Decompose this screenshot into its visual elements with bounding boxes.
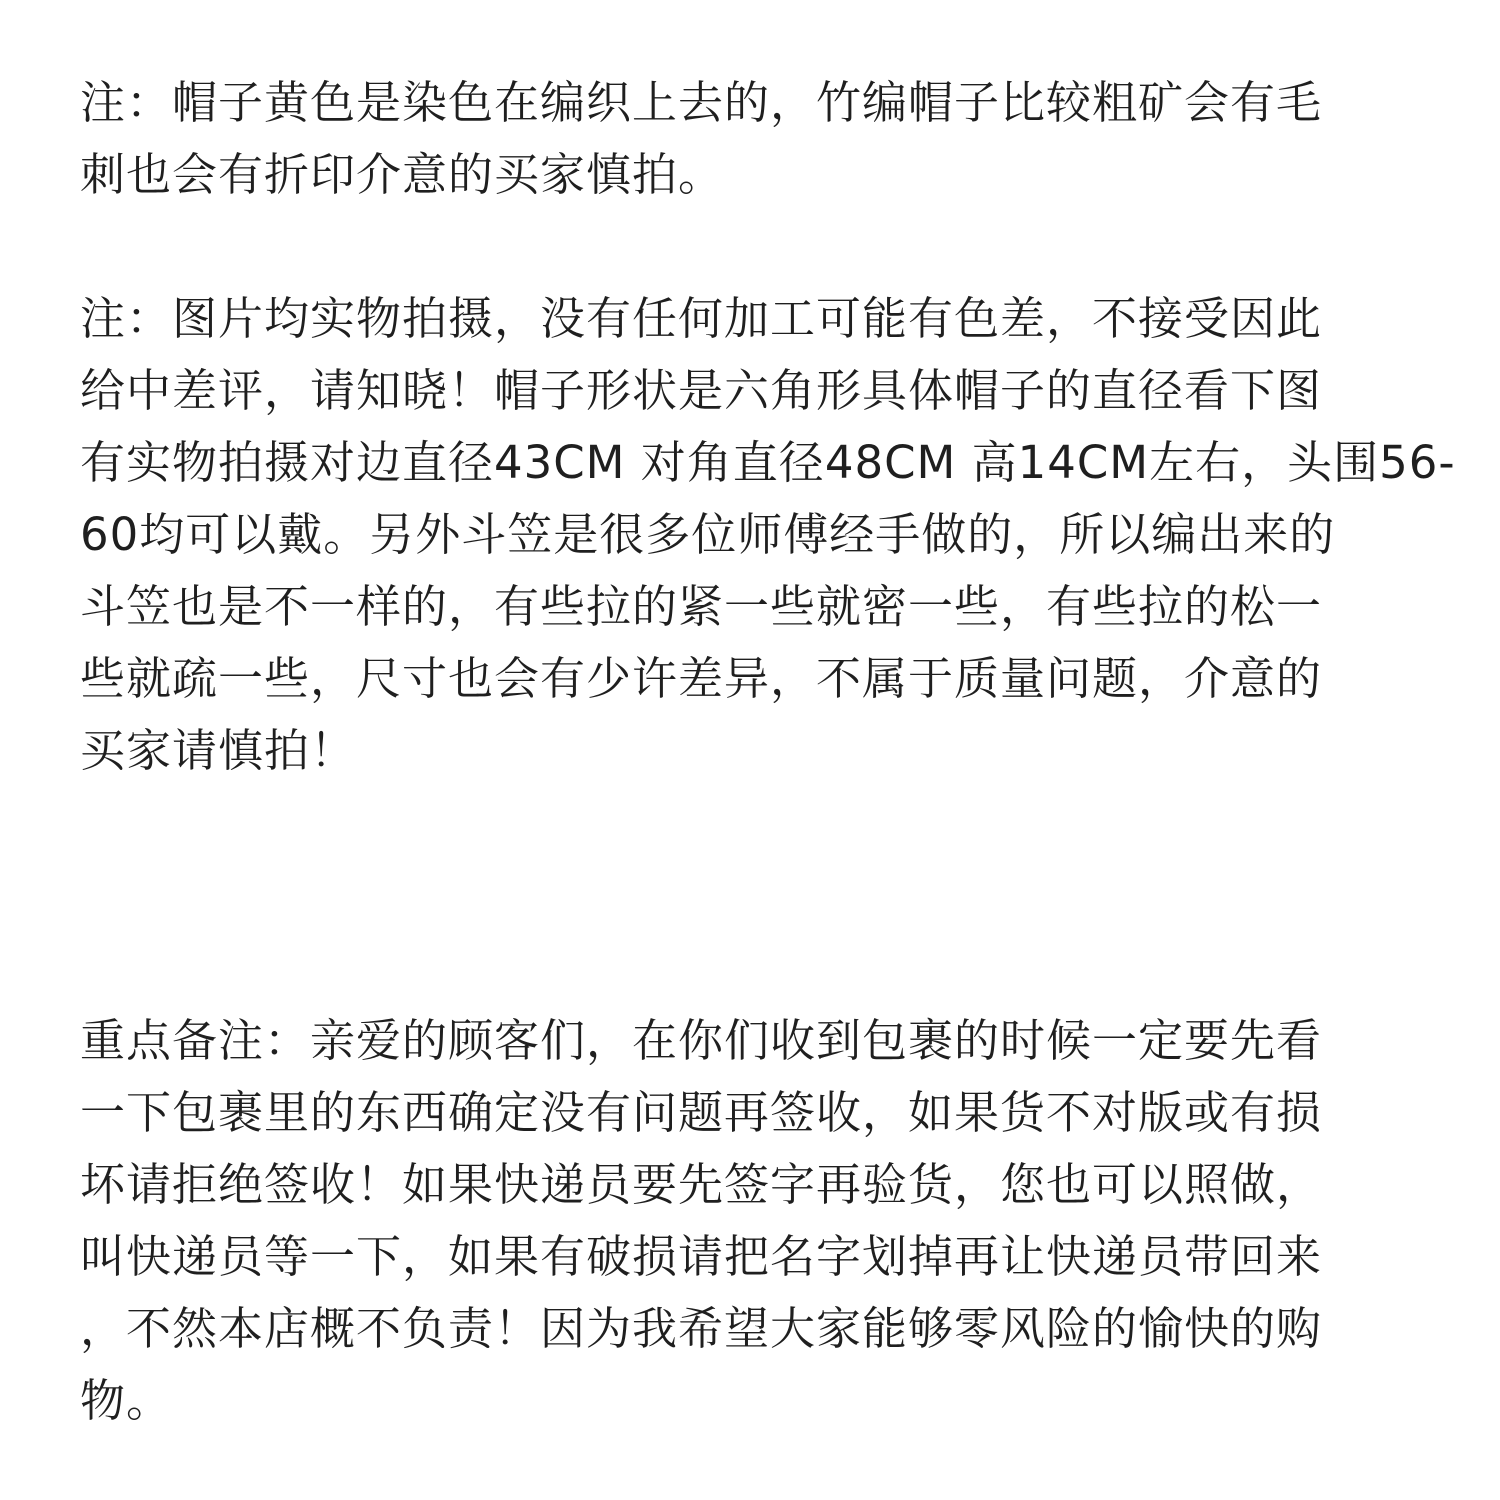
note-line: 一下包裹里的东西确定没有问题再签收，如果货不对版或有损 xyxy=(80,1086,1323,1139)
note-line: 给中差评，请知晓！帽子形状是六角形具体帽子的直径看下图 xyxy=(80,364,1323,417)
note-photos-and-size xyxy=(80,283,1456,787)
note-line: 叫快递员等一下，如果有破损请把名字划掉再让快递员带回来 xyxy=(80,1230,1323,1283)
note-dye-color xyxy=(80,67,1410,211)
note-line: 重点备注：亲爱的顾客们，在你们收到包裹的时候一定要先看 xyxy=(80,1014,1323,1067)
note-line: 买家请慎拍！ xyxy=(80,724,357,777)
note-line: 刺也会有折印介意的买家慎拍。 xyxy=(80,148,725,201)
note-line: 斗笠也是不一样的，有些拉的紧一些就密一些，有些拉的松一 xyxy=(80,580,1323,633)
note-line: 有实物拍摄对边直径43CM 对角直径48CM 高14CM左右，头围56- xyxy=(80,436,1456,489)
note-line: 60均可以戴。另外斗笠是很多位师傅经手做的，所以编出来的 xyxy=(80,508,1336,561)
note-line: 物。 xyxy=(80,1374,173,1427)
note-line: 些就疏一些，尺寸也会有少许差异，不属于质量问题，介意的 xyxy=(80,652,1323,705)
note-delivery-inspection xyxy=(80,1005,1410,1437)
note-line: 注：帽子黄色是染色在编织上去的，竹编帽子比较粗矿会有毛 xyxy=(80,76,1323,129)
note-line: ，不然本店概不负责！因为我希望大家能够零风险的愉快的购 xyxy=(80,1302,1323,1355)
note-line: 坏请拒绝签收！如果快递员要先签字再验货，您也可以照做， xyxy=(80,1158,1323,1211)
note-line: 注：图片均实物拍摄，没有任何加工可能有色差，不接受因此 xyxy=(80,292,1323,345)
